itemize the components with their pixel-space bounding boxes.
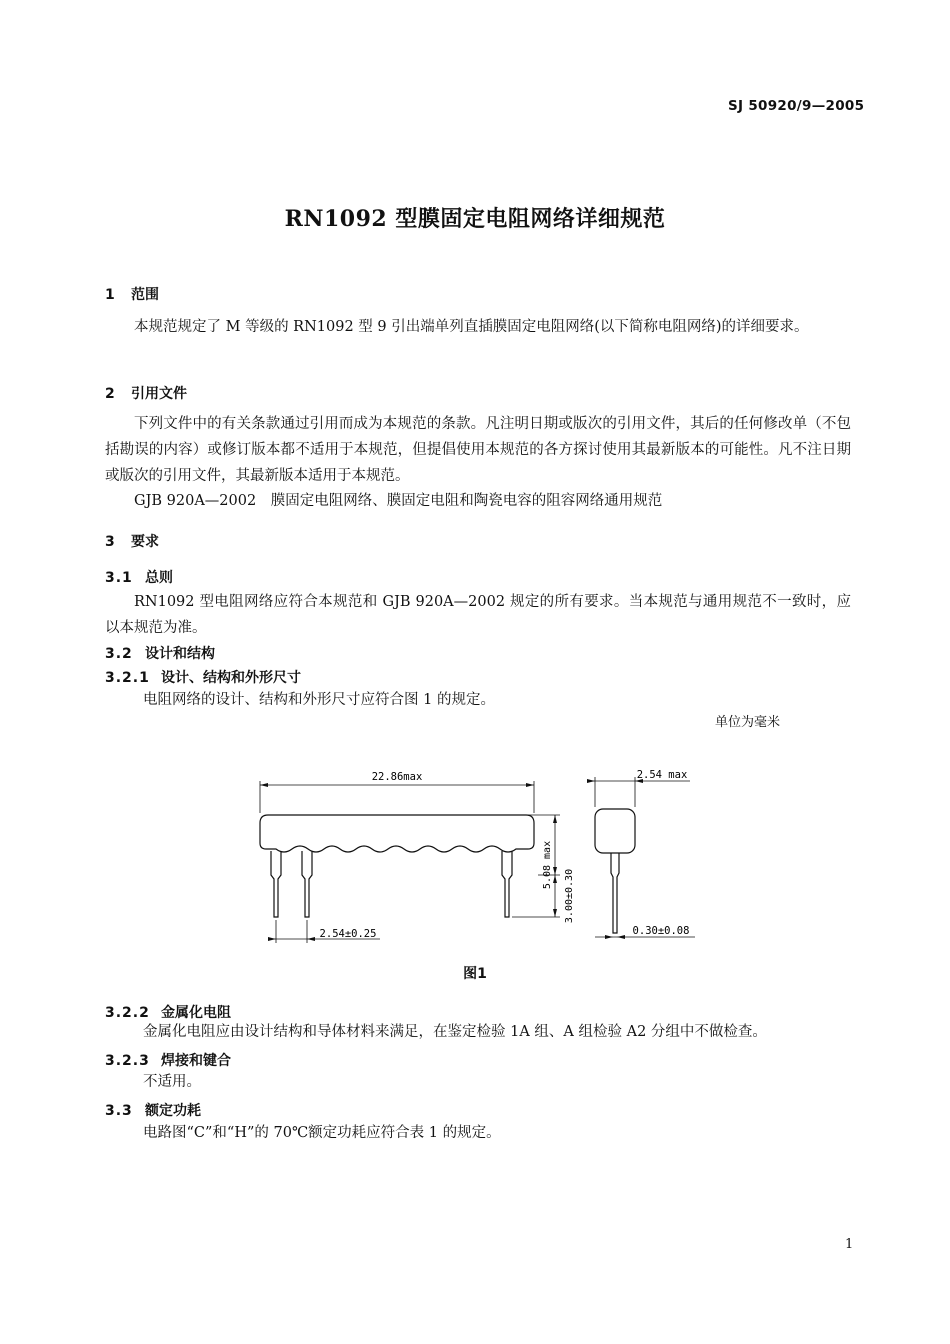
section-3-heading [105, 531, 159, 551]
dim-thickness-label: 2.54 max [636, 769, 688, 781]
section-number: 3.2.3 [105, 1053, 150, 1069]
section-3-2-3-body: 不适用。 [143, 1074, 201, 1090]
section-title: 要求 [131, 534, 159, 550]
section-3-2-1-heading [105, 667, 301, 687]
dim-length-label: 22.86max [371, 771, 423, 783]
section-number: 3 [105, 534, 115, 550]
figure-1-drawing [250, 765, 700, 955]
section-3-1-heading [105, 567, 173, 587]
unit-note: 单位为毫米 [715, 715, 781, 730]
section-number: 1 [105, 287, 115, 303]
section-title: 引用文件 [131, 386, 187, 402]
section-3-1-body: RN1092 型电阻网络应符合本规范和 GJB 920A—2002 规定的所有要求。当本规范与通用规范不一致时，应以本规范为准。 [105, 594, 851, 636]
section-number: 2 [105, 386, 115, 402]
resistor-body-side [595, 809, 635, 853]
section-1-heading [105, 284, 159, 304]
section-title: 额定功耗 [145, 1103, 201, 1119]
section-3-2-1-body: 电阻网络的设计、结构和外形尺寸应符合图 1 的规定。 [143, 692, 495, 708]
dim-height-label: 5.08 max [542, 840, 553, 890]
dim-lead-length-label: 3.00±0.30 [564, 868, 575, 924]
section-title: 范围 [131, 287, 159, 303]
section-title: 设计、结构和外形尺寸 [161, 670, 301, 686]
section-number: 3.2.1 [105, 670, 150, 686]
lead-9 [502, 851, 512, 917]
section-number: 3.1 [105, 570, 133, 586]
section-title: 总则 [145, 570, 173, 586]
document-number: SJ 50920/9—2005 [728, 98, 865, 114]
dim-pitch-label: 2.54±0.25 [319, 928, 377, 940]
resistor-body-front [260, 815, 534, 852]
section-3-3-body: 电路图“C”和“H”的 70℃额定功耗应符合表 1 的规定。 [143, 1125, 501, 1141]
section-title: 金属化电阻 [161, 1005, 231, 1021]
reference-standard: GJB 920A—2002 膜固定电阻网络、膜固定电阻和陶瓷电容的阻容网络通用规范 [134, 493, 663, 509]
section-title: 焊接和键合 [161, 1053, 231, 1069]
section-3-2-2-body: 金属化电阻应由设计结构和导体材料来满足，在鉴定检验 1A 组、A 组检验 A2 分组中不做检查。 [143, 1024, 767, 1040]
dim-lead-thickness-label: 0.30±0.08 [632, 925, 690, 937]
section-2-body: 下列文件中的有关条款通过引用而成为本规范的条款。凡注明日期或版次的引用文件，其后的任何修改单（不包括勘误的内容）或修订版本都不适用于本规范，但提倡使用本规范的各方探讨使用其最新版本的可能性。凡不注日期或版次的引用文件，其最新版本适用于本规范。 [105, 416, 851, 484]
lead-side [611, 853, 619, 933]
section-3-3-heading [105, 1100, 201, 1120]
section-number: 3.2 [105, 646, 133, 662]
section-2-heading [105, 383, 187, 403]
section-title: 设计和结构 [145, 646, 215, 662]
page-title: RN1092 型膜固定电阻网络详细规范 [284, 206, 666, 232]
lead-2 [302, 851, 312, 917]
section-number: 3.3 [105, 1103, 133, 1119]
section-3-2-3-heading [105, 1050, 231, 1070]
figure-caption: 图1 [463, 966, 487, 982]
page-number: 1 [845, 1237, 854, 1252]
section-1-body: 本规范规定了 M 等级的 RN1092 型 9 引出端单列直插膜固定电阻网络(以下简称电阻网络)的详细要求。 [134, 319, 809, 335]
section-3-2-heading [105, 643, 215, 663]
section-number: 3.2.2 [105, 1005, 150, 1021]
lead-1 [271, 851, 281, 917]
